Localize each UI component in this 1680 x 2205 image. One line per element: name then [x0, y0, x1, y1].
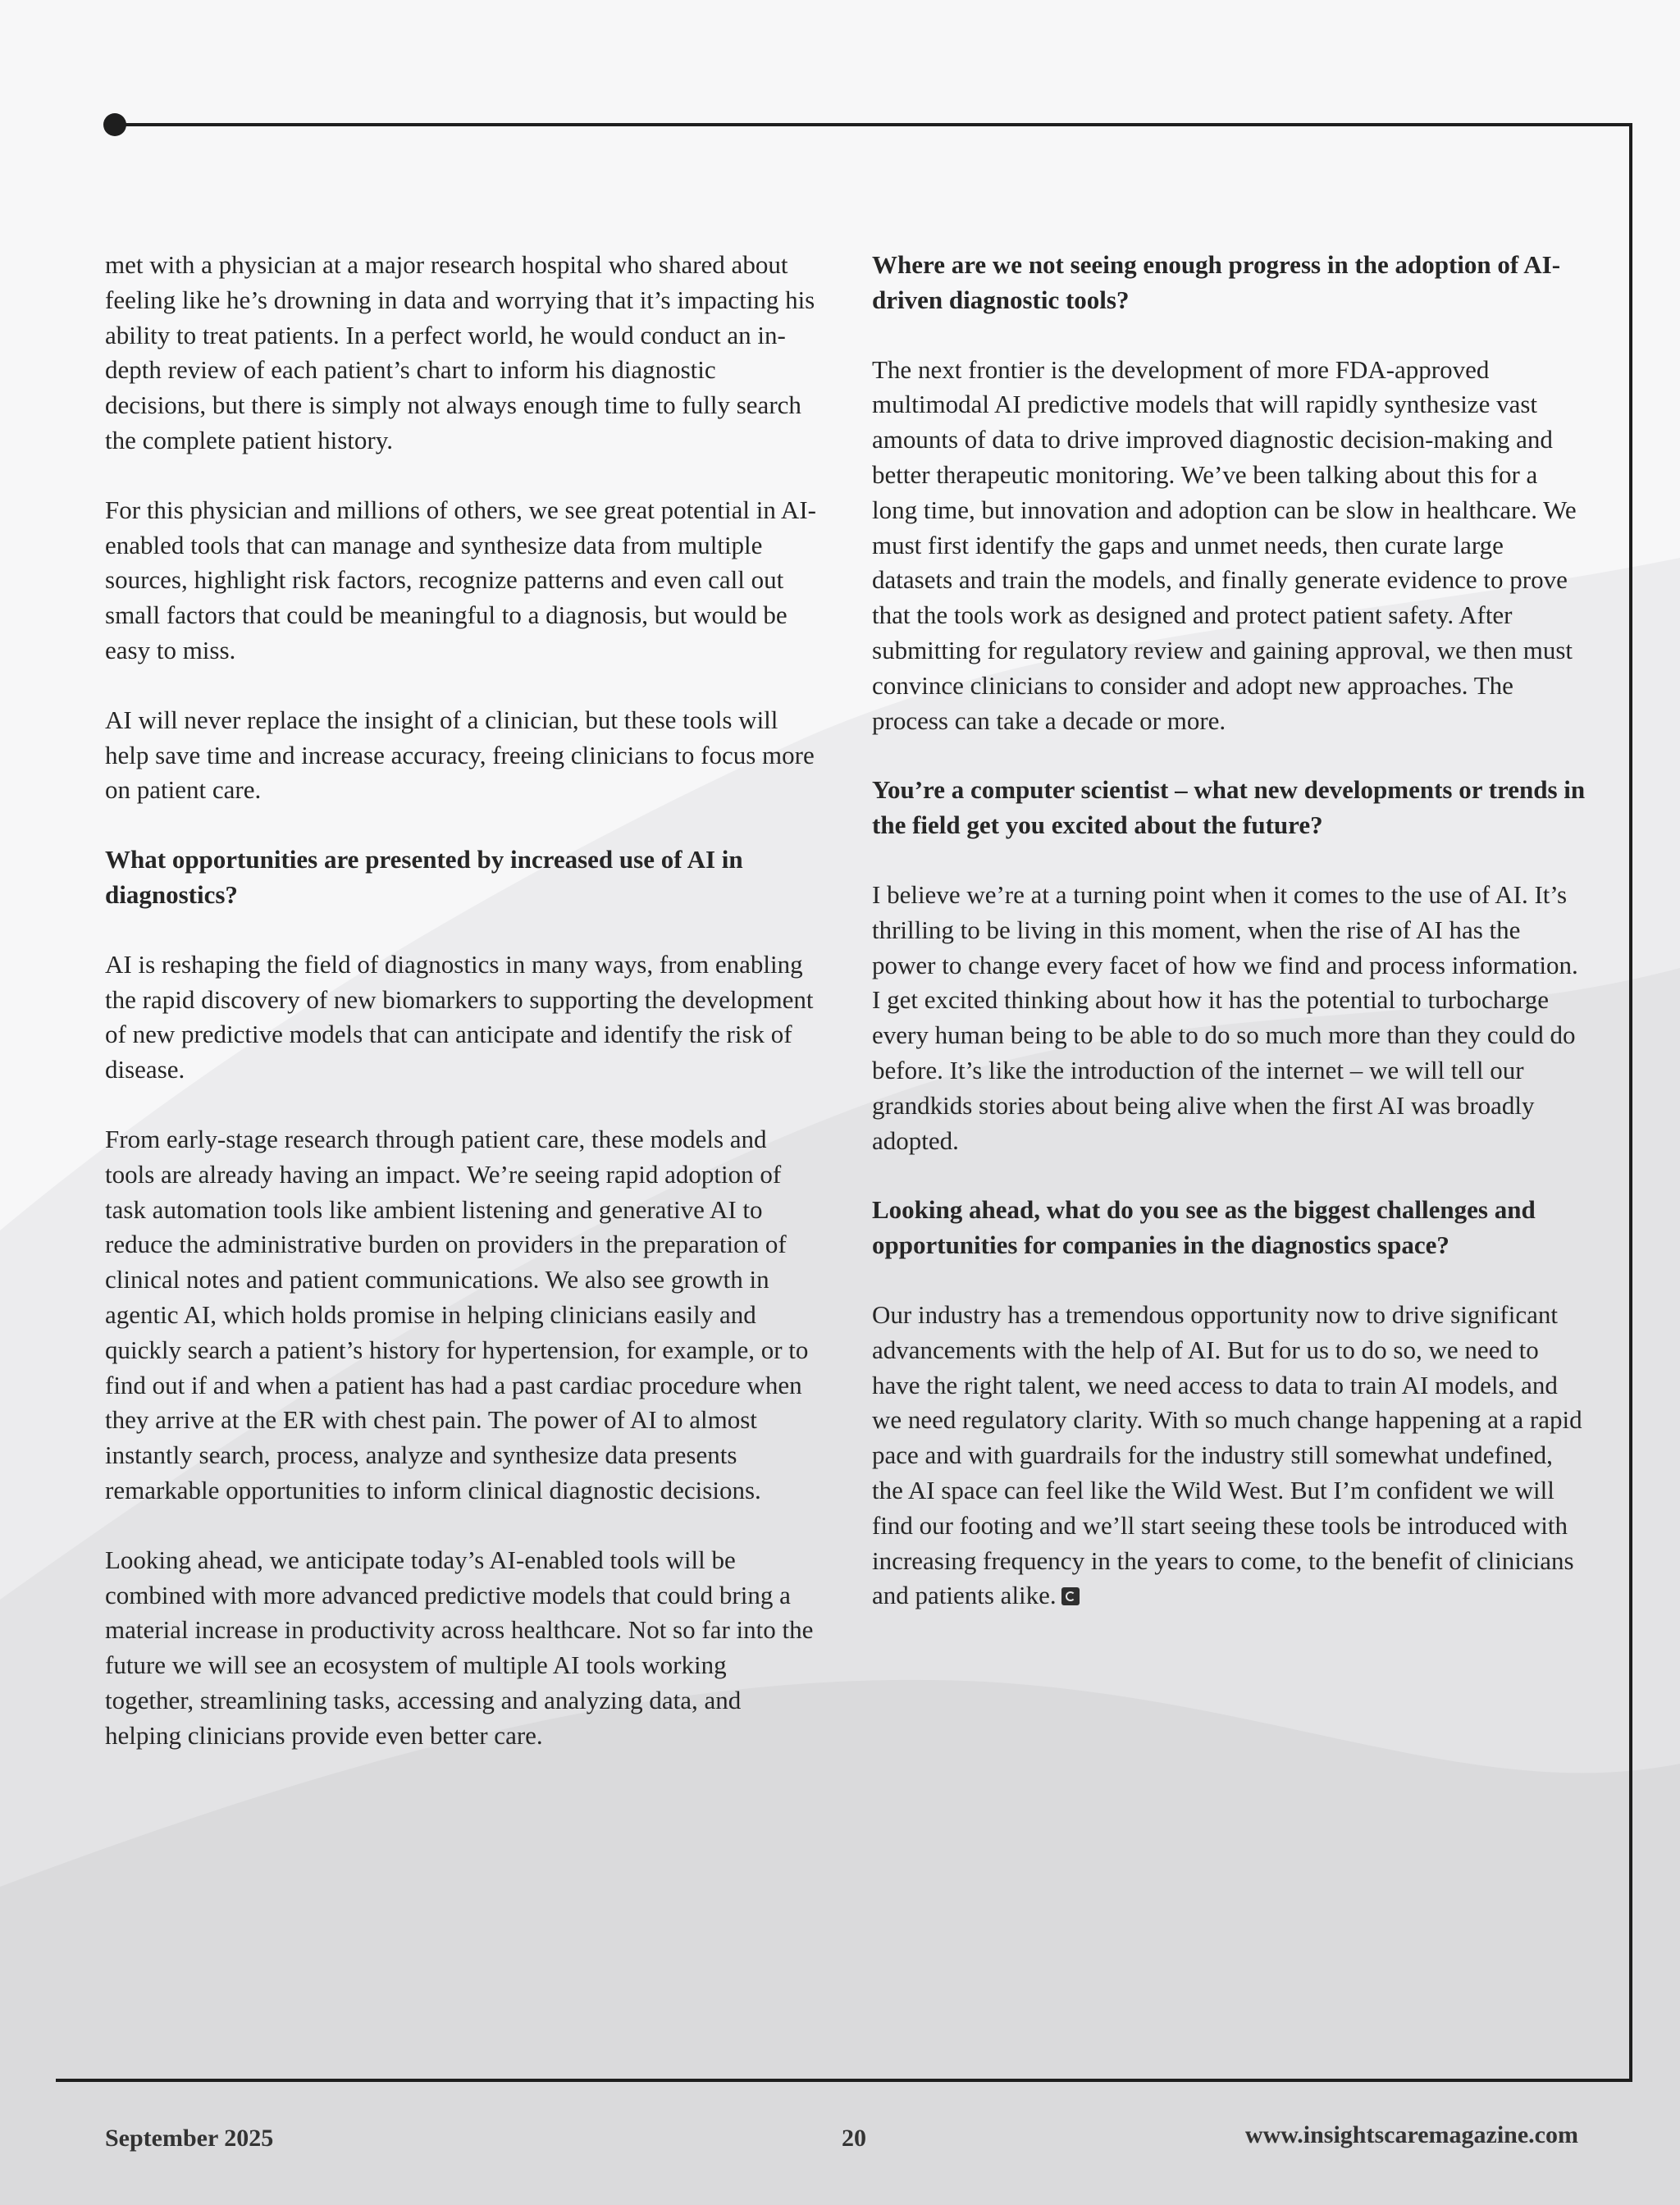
article-paragraph: I believe we’re at a turning point when it comes to the use of AI. It’s thrilling to be living in this moment, when the rise of AI has the power to change every facet of how we find and process information. I get excited thinking about how it has the potential to turbocharge every human being to be able to do so much more than they could do before. It’s like the introduction of the internet – we will tell our grandkids stories about being alive when the first AI was broadly adopted. [872, 879, 1578, 1155]
article-closing-paragraph [872, 1298, 1586, 1614]
frame-top-rule [115, 123, 1632, 126]
left-column [105, 248, 819, 1787]
page-number: 20 [842, 2125, 866, 2152]
article-paragraph: From early-stage research through patient care, these models and tools are already having an impact. We’re seeing rapid adoption of task automation tools like ambient listening and generative AI to reduce the administrative burden on providers in the preparation of clinical notes and patient communications. We also see growth in agentic AI, which holds promise in helping clinicians easily and quickly search a patient’s history for hypertension, for example, or to find out if and when a patient has had a past cardiac procedure when they arrive at the ER with chest pain. The power of AI to almost instantly search, process, analyze and synthesize data presents remarkable opportunities to inform clinical diagnostic decisions. [105, 1124, 809, 1504]
article-paragraph: Looking ahead, we anticipate today’s AI-enabled tools will be combined with more advanced predictive models that could bring a material increase in productivity across healthcare. Not so far into the future we will see an ecosystem of multiple AI tools working together, streamlining tasks, accessing and analyzing data, and helping clinicians provide even better care. [105, 1545, 814, 1750]
interview-question: Looking ahead, what do you see as the biggest challenges and opportunities for companies in the diagnostics space? [872, 1195, 1536, 1260]
article-paragraph: AI is reshaping the field of diagnostics in many ways, from enabling the rapid discovery of new biomarkers to supporting the development of new predictive models that can anticipate and identify the risk of disease. [105, 949, 814, 1084]
article-paragraph: The next frontier is the development of more FDA-approved multimodal AI predictive models that will rapidly synthesize vast amounts of data to drive improved diagnostic decision-making and better therapeutic monitoring. We’ve been talking about this for a long time, but innovation and adoption can be slow in healthcare. We must first identify the gaps and unmet needs, then curate large datasets and train the models, and finally generate evidence to prove that the tools work as designed and protect patient safety. After submitting for regulatory review and gaining approval, we then must convince clinicians to consider and adopt new approaches. The process can take a decade or more. [872, 354, 1577, 735]
article-paragraph: AI will never replace the insight of a clinician, but these tools will help save time and increase accuracy, freeing clinicians to focus more on patient care. [105, 705, 815, 805]
interview-question: What opportunities are presented by increased use of AI in diagnostics? [105, 845, 743, 909]
frame-right-rule [1629, 123, 1632, 2082]
end-of-article-icon [1061, 1587, 1080, 1605]
interview-question: You’re a computer scientist – what new developments or trends in the field get you excited about the future? [872, 775, 1586, 840]
article-paragraph: For this physician and millions of others, we see great potential in AI-enabled tools that can manage and synthesize data from multiple sources, highlight risk factors, recognize patterns and even call out small factors that could be meaningful to a diagnosis, but would be easy to miss. [105, 495, 816, 664]
footer-website-link[interactable]: www.insightscaremagazine.com [1244, 2121, 1578, 2148]
frame-bottom-rule [56, 2079, 1632, 2082]
interview-question: Where are we not seeing enough progress in the adoption of AI-driven diagnostic tools? [872, 250, 1561, 314]
footer-date: September 2025 [105, 2125, 274, 2152]
closing-paragraph-text: Our industry has a tremendous opportunity now to drive significant advancements with the help of AI. But for us to do so, we need to have the right talent, we need access to data to train AI models, and we need regulatory clarity. With so much change happening at a rapid pace and with guardrails for the industry still somewhat undefined, the AI space can feel like the Wild West. But I’m confident we will find our footing and we’ll start seeing these tools be introduced with increasing frequency in the years to come, to the benefit of clinicians and patients alike. [872, 1299, 1582, 1610]
article-paragraph: met with a physician at a major research hospital who shared about feeling like he’s drowning in data and worrying that it’s impacting his ability to treat patients. In a perfect world, he would conduct an in-depth review of each patient’s chart to inform his diagnostic decisions, but there is simply not always enough time to fully search the complete patient history. [105, 250, 815, 454]
right-column [872, 248, 1586, 1648]
